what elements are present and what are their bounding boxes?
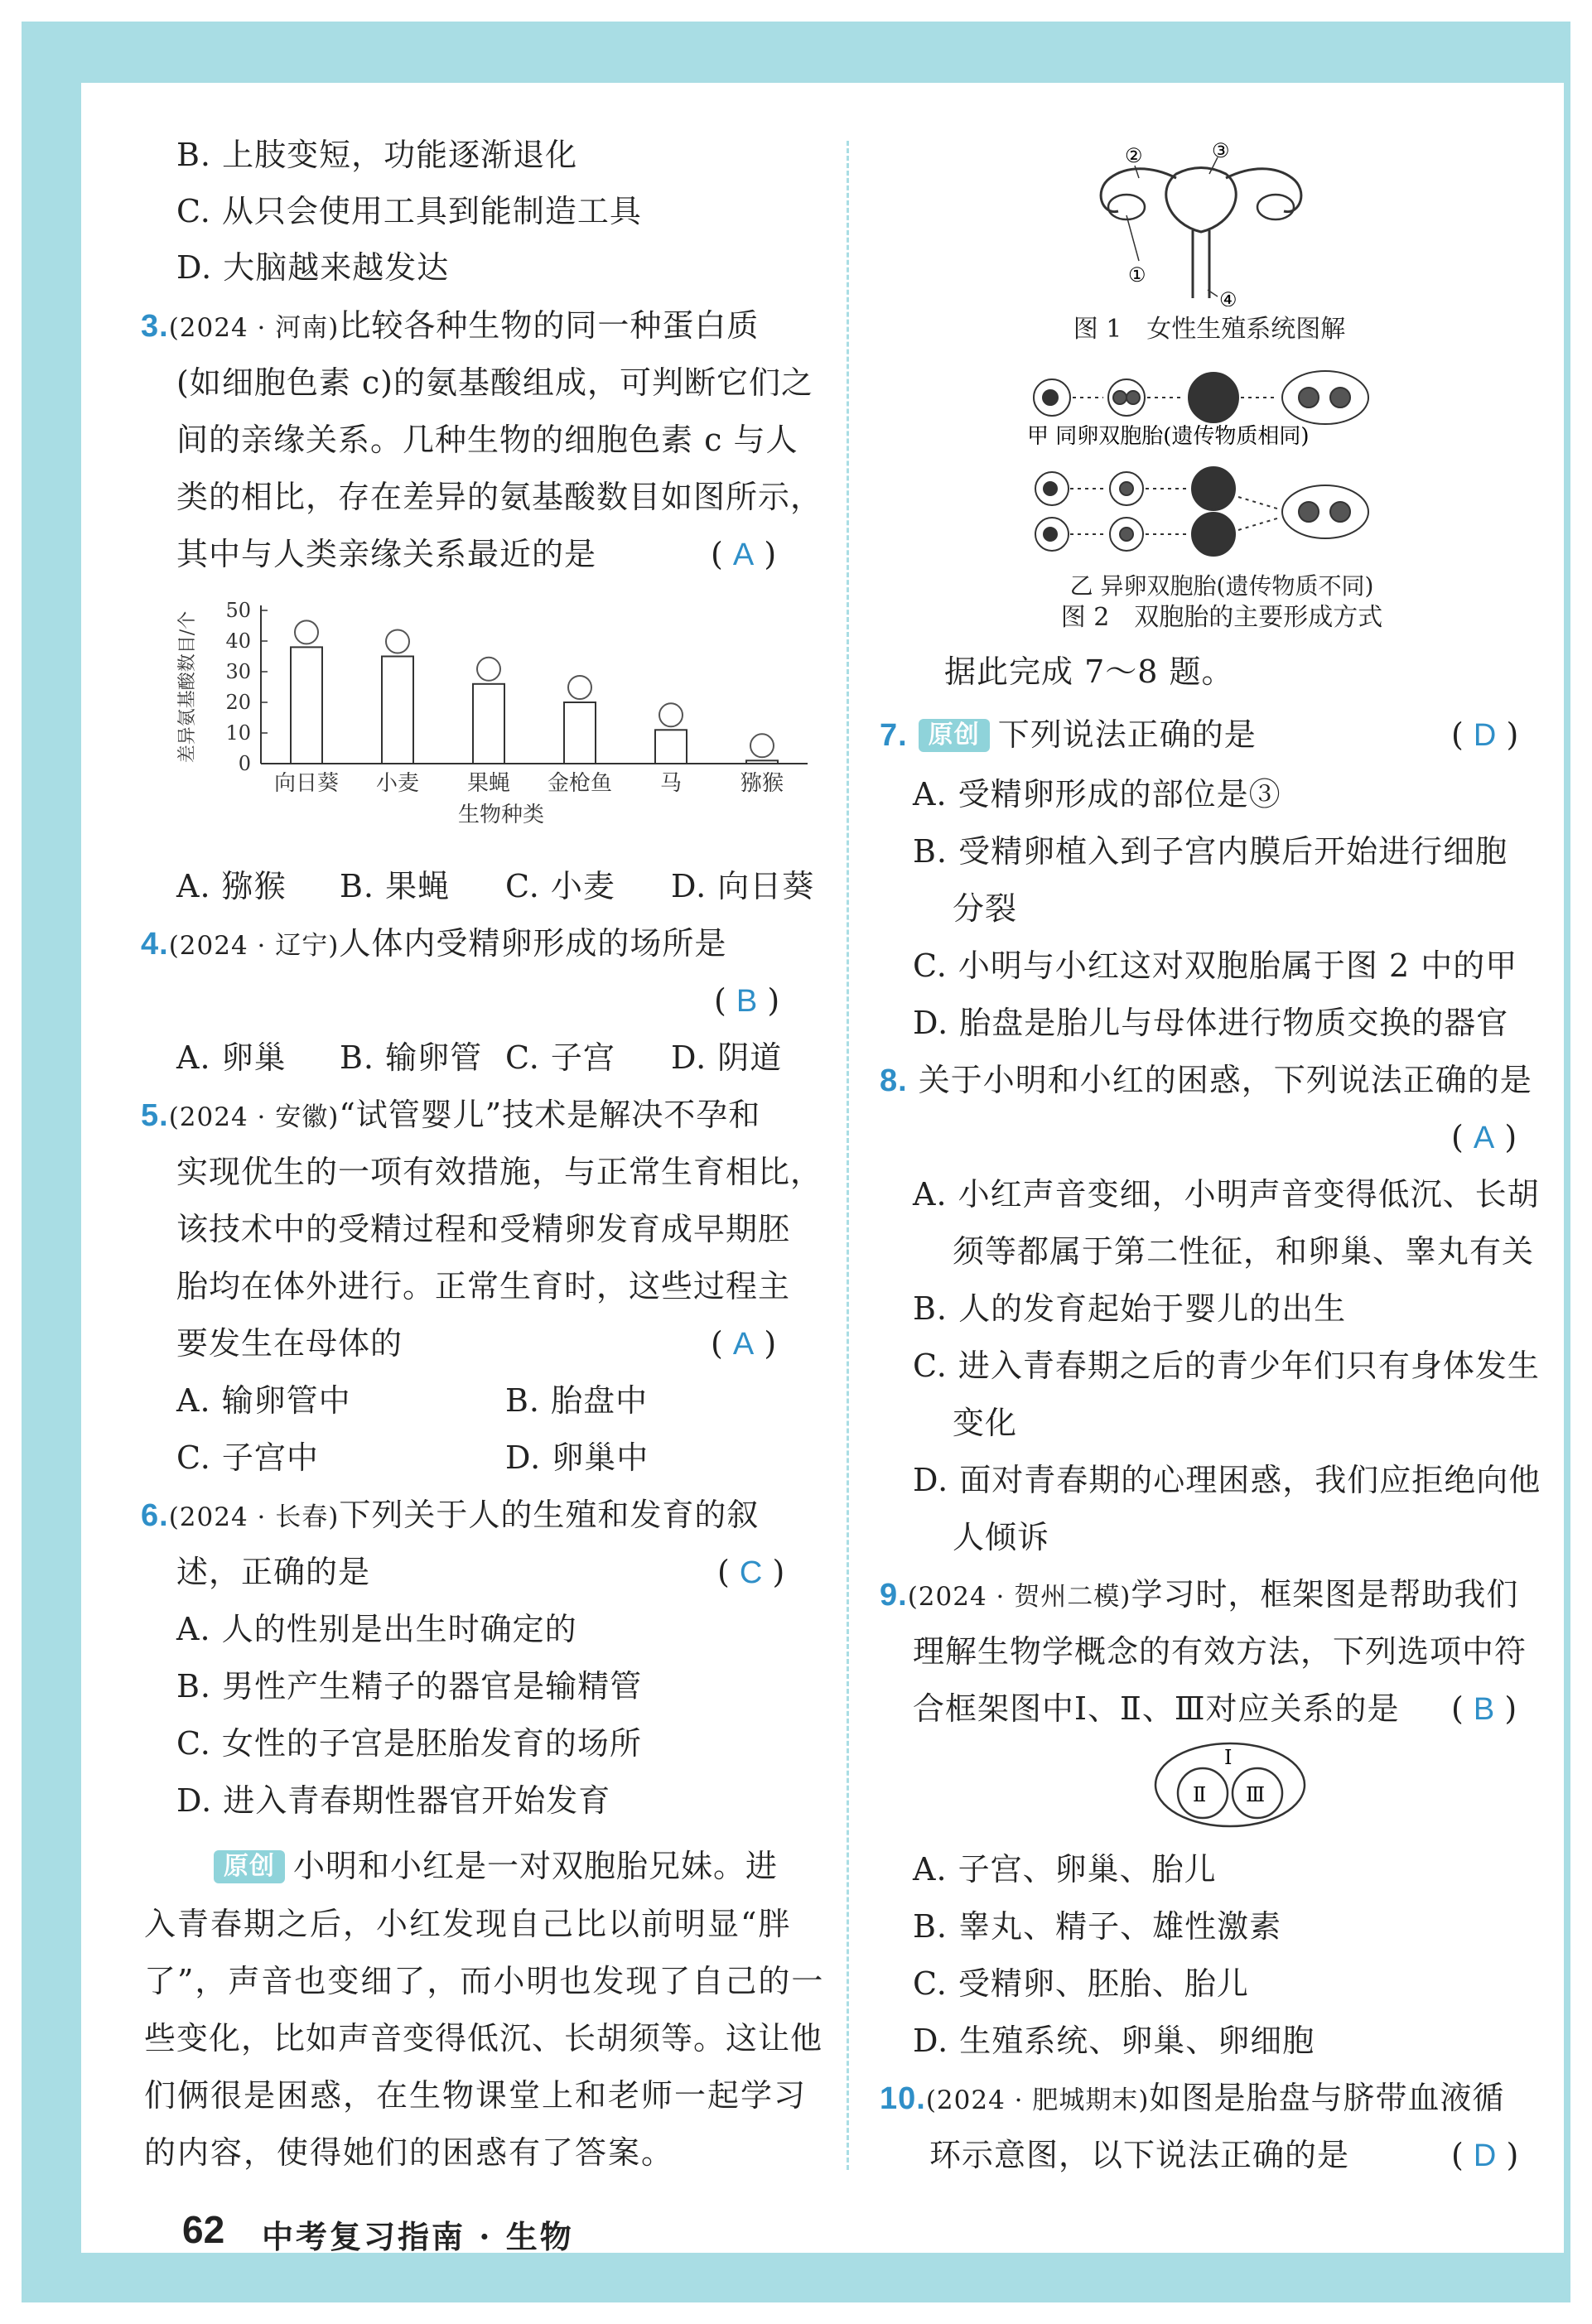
- fig2-row-identical: 甲 同卵双胞胎(遗传物质相同): [1027, 424, 1310, 449]
- q5-answer-letter: A: [732, 1327, 755, 1362]
- q4-option-d: D. 阴道: [671, 1039, 783, 1076]
- q6-option-d: D. 进入青春期性器官开始发育: [176, 1782, 611, 1819]
- chart-y-tick-label: 10: [225, 721, 251, 745]
- chart-y-tick-label: 30: [225, 660, 251, 683]
- q4-text: 人体内受精卵形成的场所是: [339, 925, 727, 962]
- q10-stem-line-2: 环示意图，以下说法正确的是: [929, 2137, 1350, 2173]
- q7-original-badge: 原创: [919, 719, 990, 752]
- q9-answer-letter: B: [1473, 1692, 1495, 1727]
- q9-text-1: 学习时，框架图是帮助我们: [1131, 1576, 1519, 1613]
- q3-stem-line-2: (如细胞色素 c)的氨基酸组成，可判断它们之: [176, 364, 814, 401]
- q8-stem: [880, 1059, 1532, 1102]
- q6-stem-line-2: 述，正确的是: [176, 1554, 371, 1590]
- q7-text: 下列说法正确的是: [997, 716, 1257, 753]
- q3-text-1: 比较各种生物的同一种蛋白质: [339, 307, 760, 344]
- q5-answer: ( A ): [711, 1325, 777, 1362]
- passage-line-5: 们俩很是困惑，在生物课堂上和老师一起学习: [144, 2077, 808, 2114]
- female-reproductive-diagram: [1077, 133, 1325, 306]
- q5-number: 5.: [141, 1098, 169, 1133]
- q5-text-1: “试管婴儿”技术是解决不孕和: [339, 1097, 761, 1133]
- q10-answer: ( D ): [1451, 2137, 1519, 2173]
- q4-number: 4.: [141, 927, 169, 962]
- fig1-label-3: ③: [1212, 139, 1230, 162]
- q5-stem-line-2: 实现优生的一项有效措施，与正常生育相比，: [176, 1154, 823, 1190]
- q7-option-b: B. 受精卵植入到子宫内膜后开始进行细胞: [913, 833, 1508, 870]
- q3-stem-line-5: 其中与人类亲缘关系最近的是: [176, 536, 597, 572]
- q10-answer-letter: D: [1473, 2138, 1497, 2173]
- intro-7-8: 据此完成 7～8 题。: [944, 653, 1234, 690]
- passage-line-2: 入青春期之后，小红发现自己比以前明显“胖: [144, 1906, 792, 1942]
- q7-stem: [880, 714, 1257, 756]
- q4-option-c: C. 子宫: [505, 1039, 615, 1076]
- q6-stem-line-1: [141, 1494, 759, 1538]
- q4-answer-letter: B: [736, 984, 758, 1019]
- organism-icon: [295, 620, 318, 644]
- q4-option-a: A. 卵巢: [176, 1039, 287, 1076]
- passage-text-1: 小明和小红是一对双胞胎兄妹。进: [293, 1848, 779, 1884]
- q8-option-c: C. 进入青春期之后的青少年们只有身体发生: [913, 1348, 1540, 1384]
- chart-bar-5: [746, 760, 778, 764]
- chart-y-tick-label: 0: [238, 752, 251, 775]
- q5-option-d: D. 卵巢中: [505, 1439, 649, 1476]
- q8-option-a-cont: 须等都属于第二性征，和卵巢、睾丸有关: [953, 1233, 1535, 1270]
- page-number: 62: [182, 2208, 225, 2251]
- q7-option-c: C. 小明与小红这对双胞胎属于图 2 中的甲: [913, 947, 1518, 984]
- q8-option-c-cont: 变化: [953, 1405, 1018, 1441]
- q10-source: (2024 · 肥城期末): [925, 2085, 1150, 2115]
- organism-icon: [568, 676, 591, 699]
- chart-bar-3: [564, 702, 596, 764]
- chart-bar-1: [382, 657, 413, 764]
- q5-stem-line-5: 要发生在母体的: [176, 1325, 403, 1362]
- q3-answer: ( A ): [711, 536, 777, 572]
- q9-stem-line-2: 理解生物学概念的有效方法，下列选项中符: [913, 1633, 1527, 1670]
- q7-answer: ( D ): [1451, 716, 1519, 753]
- q5-stem-line-3: 该技术中的受精过程和受精卵发育成早期胚: [176, 1211, 791, 1247]
- chart-x-tick-label: 金枪鱼: [547, 771, 613, 796]
- q10-stem-line-1: [880, 2077, 1505, 2121]
- chart-x-label: 生物种类: [457, 803, 545, 827]
- q3-stem-line-4: 类的相比，存在差异的氨基酸数目如图所示，: [176, 479, 823, 515]
- q2-option-d: D. 大脑越来越发达: [176, 249, 450, 286]
- q7-option-d: D. 胎盘是胎儿与母体进行物质交换的器官: [913, 1005, 1509, 1041]
- chart-y-tick-label: 20: [225, 691, 251, 714]
- q9-option-a: A. 子宫、卵巢、胎儿: [913, 1851, 1217, 1888]
- framework-label-1: Ⅰ: [1224, 1746, 1233, 1769]
- q9-number: 9.: [880, 1578, 908, 1613]
- q3-stem-line-1: [141, 305, 759, 349]
- q2-option-b: B. 上肢变短，功能逐渐退化: [176, 137, 578, 173]
- q9-answer: ( B ): [1451, 1690, 1517, 1727]
- chart-bar-2: [473, 684, 504, 764]
- q8-number: 8.: [880, 1063, 908, 1098]
- q6-text-1: 下列关于人的生殖和发育的叙: [339, 1497, 760, 1533]
- chart-x-tick-label: 果蝇: [466, 771, 511, 796]
- q5-stem-line-4: 胎均在体外进行。正常生育时，这些过程主: [176, 1268, 791, 1304]
- fig1-label-2: ②: [1125, 144, 1143, 167]
- chart-y-tick-label: 50: [225, 599, 251, 622]
- q4-option-b: B. 输卵管: [340, 1039, 483, 1076]
- q4-stem: [141, 923, 726, 967]
- q9-source: (2024 · 贺州二模): [907, 1582, 1131, 1612]
- q7-answer-letter: D: [1473, 718, 1497, 753]
- q5-option-c: C. 子宫中: [176, 1439, 319, 1476]
- q6-option-b: B. 男性产生精子的器官是输精管: [176, 1668, 643, 1704]
- q6-number: 6.: [141, 1498, 169, 1533]
- organism-icon: [477, 658, 500, 681]
- q9-option-b: B. 睾丸、精子、雄性激素: [913, 1908, 1282, 1945]
- passage-line-4: 些变化，比如声音变得低沉、长胡须等。这让他: [144, 2020, 823, 2056]
- organism-icon: [386, 630, 409, 653]
- organism-icon: [750, 734, 774, 757]
- q7-option-a: A. 受精卵形成的部位是③: [913, 776, 1281, 812]
- fig2-row-fraternal: 乙 异卵双胞胎(遗传物质不同): [1069, 572, 1374, 600]
- q6-source: (2024 · 长春): [168, 1502, 340, 1532]
- passage-line-1: [214, 1845, 778, 1887]
- fig1-caption: 图 1 女性生殖系统图解: [1073, 315, 1346, 344]
- q8-option-d-cont: 人倾诉: [953, 1519, 1050, 1555]
- chart-y-tick-label: 40: [225, 629, 251, 653]
- q2-option-c: C. 从只会使用工具到能制造工具: [176, 193, 642, 229]
- q9-stem-line-1: [880, 1574, 1518, 1618]
- book-title: 中考复习指南 · 生物: [262, 2218, 574, 2255]
- q10-text-1: 如图是胎盘与脐带血液循: [1149, 2080, 1505, 2116]
- q5-option-b: B. 胎盘中: [505, 1382, 649, 1419]
- framework-label-2: Ⅱ: [1193, 1783, 1207, 1806]
- q5-stem-line-1: [141, 1094, 760, 1138]
- q3-option-c: C. 小麦: [505, 868, 615, 904]
- q6-answer-letter: C: [739, 1555, 763, 1590]
- q8-option-b: B. 人的发育起始于婴儿的出生: [913, 1290, 1347, 1327]
- chart-bar-4: [655, 730, 687, 764]
- q8-answer-letter: A: [1473, 1121, 1495, 1155]
- q9-option-d: D. 生殖系统、卵巢、卵细胞: [913, 2023, 1315, 2059]
- fig1-label-4: ④: [1219, 288, 1237, 306]
- q6-option-c: C. 女性的子宫是胚胎发育的场所: [176, 1725, 642, 1762]
- chart-bar-0: [291, 647, 322, 764]
- q3-option-a: A. 猕猴: [176, 868, 287, 904]
- chart-x-tick-label: 猕猴: [740, 771, 784, 796]
- q4-source: (2024 · 辽宁): [168, 931, 340, 961]
- q3-number: 3.: [141, 309, 169, 344]
- q3-source: (2024 · 河南): [168, 313, 340, 343]
- q6-option-a: A. 人的性别是出生时确定的: [176, 1611, 577, 1647]
- original-badge: 原创: [214, 1850, 285, 1883]
- q5-source: (2024 · 安徽): [168, 1102, 340, 1132]
- q3-answer-letter: A: [732, 538, 755, 572]
- q5-option-a: A. 输卵管中: [176, 1382, 351, 1419]
- q3-stem-line-3: 间的亲缘关系。几种生物的细胞色素 c 与人: [176, 422, 798, 458]
- q8-answer: ( A ): [1451, 1119, 1517, 1155]
- q3-option-b: B. 果蝇: [340, 868, 451, 904]
- q9-option-c: C. 受精卵、胚胎、胎儿: [913, 1965, 1249, 2002]
- fig2-caption: 图 2 双胞胎的主要形成方式: [1060, 603, 1383, 632]
- column-divider: [847, 141, 849, 2170]
- q10-number: 10.: [880, 2081, 926, 2116]
- q8-text: 关于小明和小红的困惑，下列说法正确的是: [918, 1062, 1532, 1098]
- q7-number: 7.: [880, 718, 908, 753]
- chart-x-tick-label: 向日葵: [273, 771, 340, 796]
- fig1-label-1: ①: [1128, 263, 1146, 287]
- q7-option-b-cont: 分裂: [953, 890, 1018, 927]
- passage-line-3: 了”，声音也变细了，而小明也发现了自己的一: [144, 1963, 825, 1999]
- passage-line-6: 的内容，使得她们的困惑有了答案。: [144, 2134, 675, 2171]
- chart-x-tick-label: 马: [659, 771, 683, 796]
- q9-stem-line-3: 合框架图中Ⅰ、Ⅱ、Ⅲ对应关系的是: [913, 1690, 1400, 1727]
- amino-acid-bar-chart: [170, 590, 832, 855]
- q8-option-a: A. 小红声音变细，小明声音变得低沉、长胡: [913, 1176, 1540, 1213]
- q3-option-d: D. 向日葵: [671, 868, 815, 904]
- twins-formation-diagram: [1011, 364, 1425, 580]
- framework-label-3: Ⅲ: [1246, 1783, 1266, 1806]
- q4-answer: ( B ): [714, 982, 780, 1019]
- framework-diagram: [1151, 1739, 1309, 1830]
- q8-option-d: D. 面对青春期的心理困惑，我们应拒绝向他: [913, 1462, 1541, 1498]
- chart-x-tick-label: 小麦: [375, 771, 420, 796]
- organism-icon: [659, 703, 683, 726]
- q6-answer: ( C ): [717, 1554, 785, 1590]
- chart-y-label: 差异氨基酸数目/个: [177, 610, 198, 764]
